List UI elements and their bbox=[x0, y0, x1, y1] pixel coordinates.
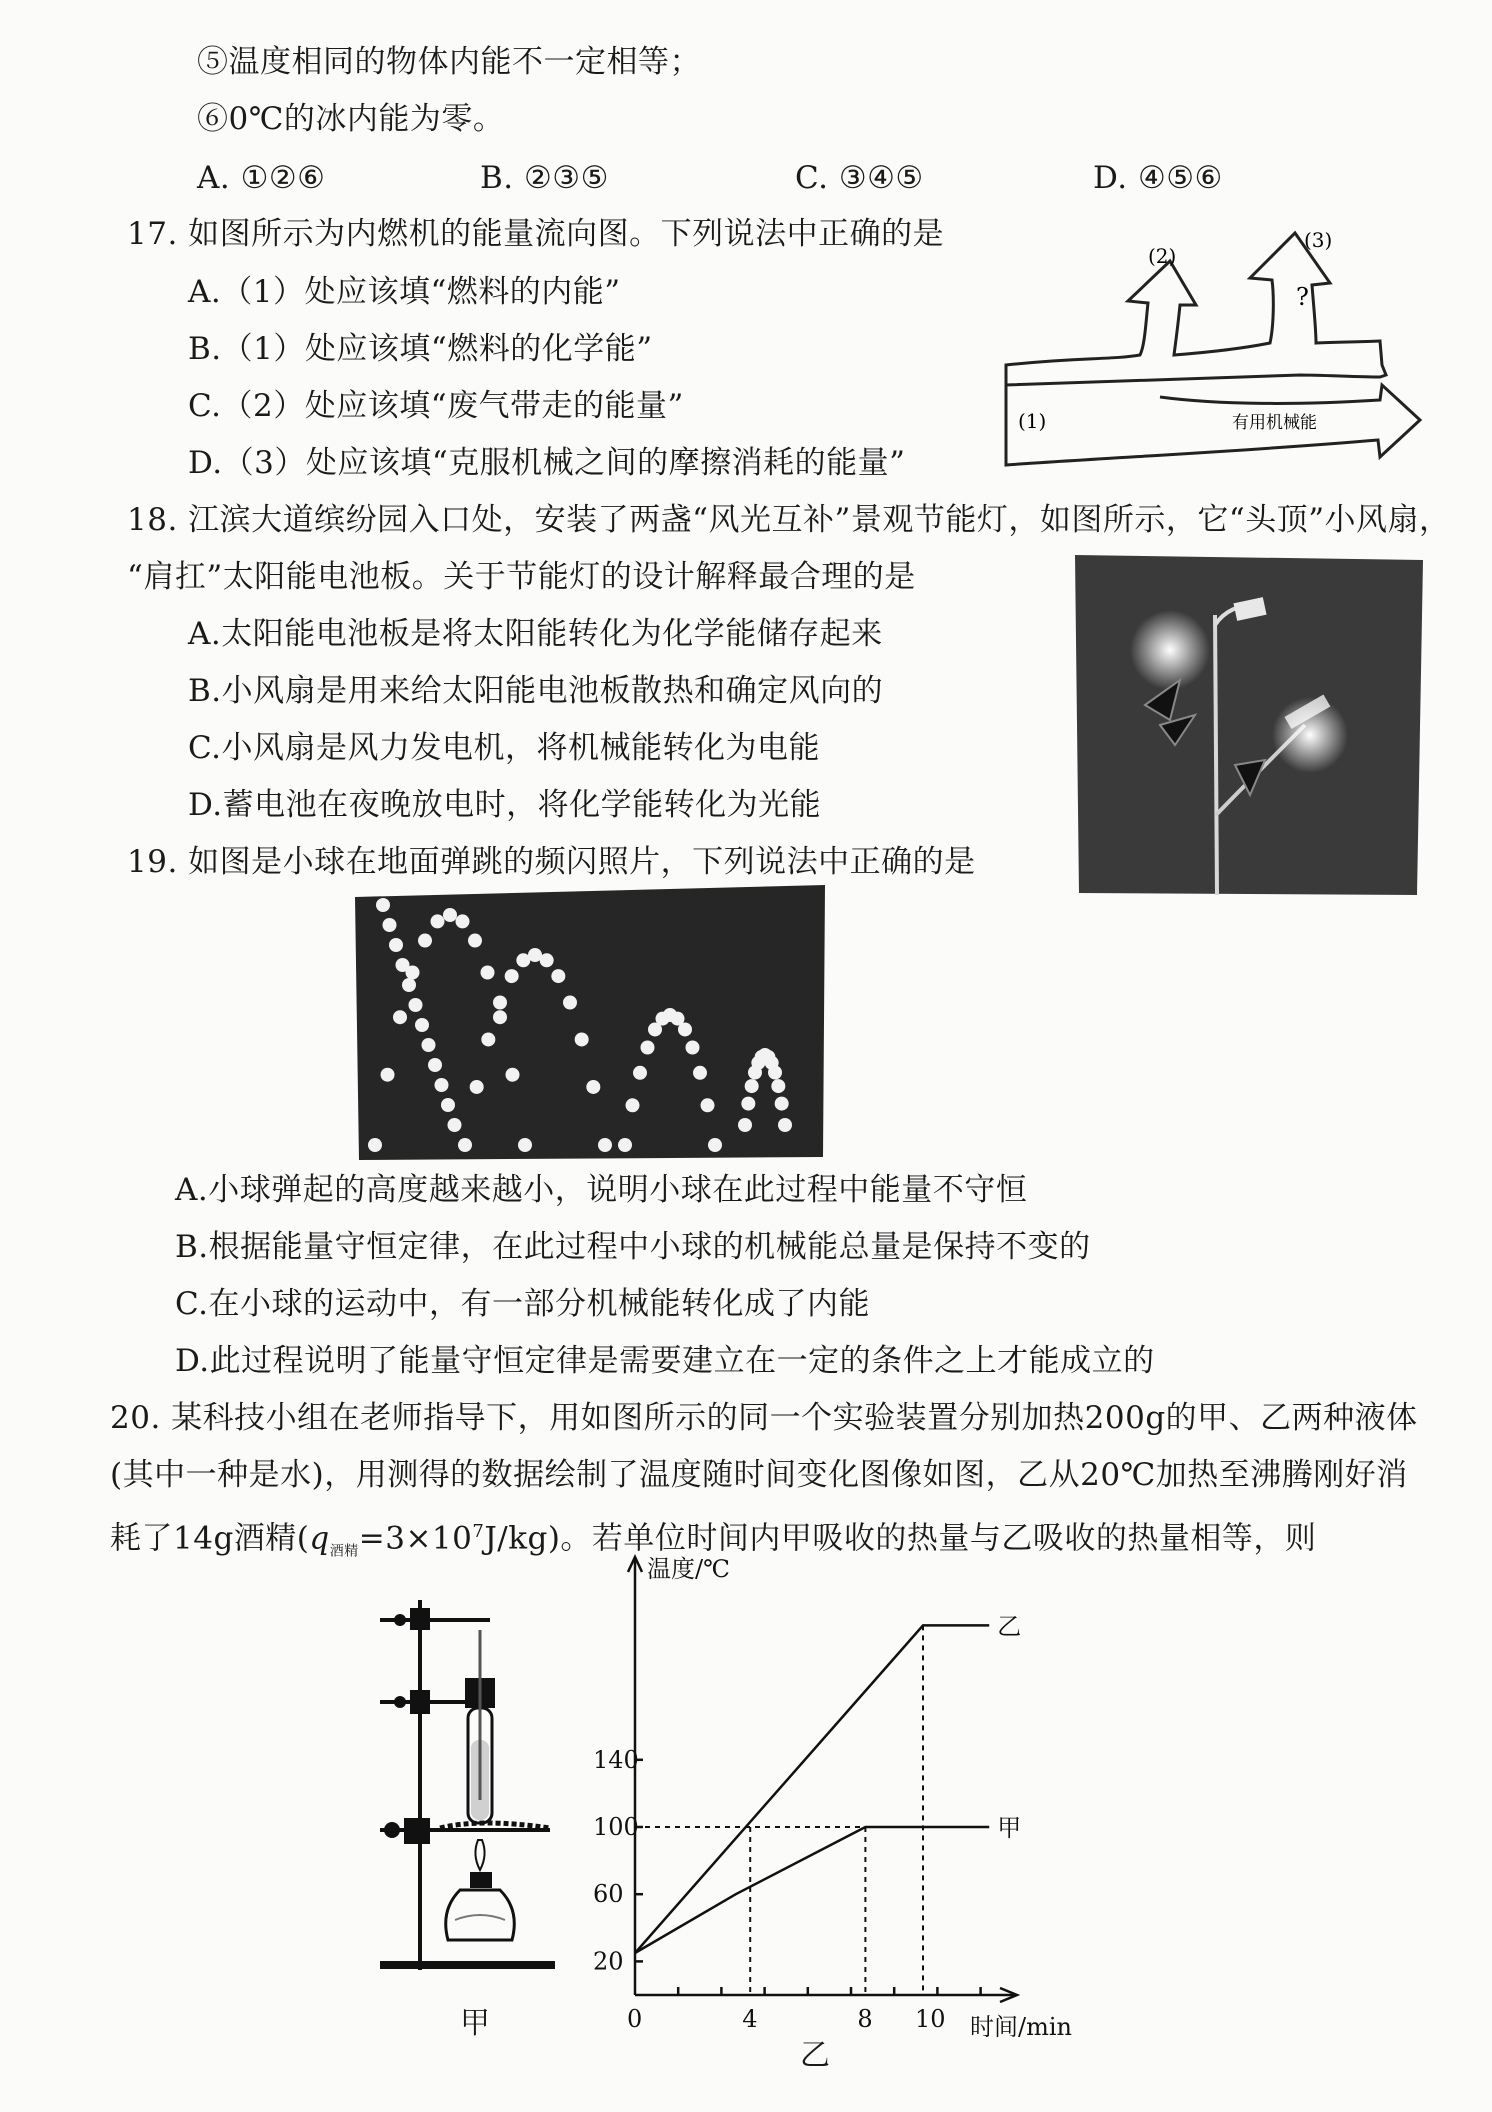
ball-image bbox=[409, 998, 423, 1012]
ball-image bbox=[448, 1118, 462, 1132]
ball-image bbox=[768, 1066, 782, 1080]
x-tick-label: 4 bbox=[742, 2005, 758, 2033]
q18-option-c: C.小风扇是风力发电机，将机械能转化为电能 bbox=[188, 730, 820, 766]
ball-image bbox=[468, 934, 482, 948]
q17-stem: 17. 如图所示为内燃机的能量流向图。下列说法中正确的是 bbox=[127, 216, 945, 252]
ball-image bbox=[586, 1080, 600, 1094]
q16-option-b: B. ②③⑤ bbox=[480, 160, 609, 196]
q16-option-a: A. ①②⑥ bbox=[197, 160, 326, 196]
q18-stem-line-2: “肩扛”太阳能电池板。关于节能灯的设计解释最合理的是 bbox=[127, 559, 916, 595]
ball-image bbox=[415, 1018, 429, 1032]
q-symbol: q bbox=[309, 1520, 330, 1557]
bouncing-ball-photo bbox=[355, 885, 825, 1160]
ball-image bbox=[506, 1068, 520, 1082]
q16-option-d: D. ④⑤⑥ bbox=[1093, 160, 1223, 196]
q19-option-a: A.小球弹起的高度越来越小，说明小球在此过程中能量不守恒 bbox=[175, 1172, 1028, 1208]
ball-image bbox=[493, 1010, 507, 1024]
ball-image bbox=[381, 1068, 395, 1082]
ball-image bbox=[540, 953, 554, 967]
ball-image bbox=[428, 1058, 442, 1072]
ball-image bbox=[693, 1066, 707, 1080]
q16-statement-6: ⑥0℃的冰内能为零。 bbox=[197, 101, 505, 137]
ball-image bbox=[738, 1118, 752, 1132]
energy-saving-lamp-photo bbox=[1075, 555, 1425, 900]
q19-option-d: D.此过程说明了能量守恒定律是需要建立在一定的条件之上才能成立的 bbox=[175, 1343, 1155, 1379]
ball-image bbox=[422, 1038, 436, 1052]
chart-caption: 乙 bbox=[800, 2038, 830, 2073]
ball-image bbox=[708, 1138, 722, 1152]
x-tick-label: 10 bbox=[915, 2005, 946, 2033]
series-line-jia bbox=[635, 1827, 989, 1953]
ball-image bbox=[435, 1078, 449, 1092]
temperature-time-chart bbox=[565, 1545, 1072, 2045]
branch-arrow-outline bbox=[1006, 233, 1386, 385]
q19-stem: 19. 如图是小球在地面弹跳的频闪照片，下列说法中正确的是 bbox=[127, 844, 976, 880]
ball-image bbox=[775, 1097, 789, 1111]
ball-image bbox=[443, 908, 457, 922]
y-axis-label: 温度/℃ bbox=[647, 1555, 730, 1583]
ball-image bbox=[626, 1098, 640, 1112]
q17-option-c: C.（2）处应该填“废气带走的能量” bbox=[188, 388, 684, 424]
x-tick-label: 8 bbox=[857, 2005, 873, 2033]
y-tick-label: 100 bbox=[593, 1813, 639, 1841]
useful-mechanical-energy-label: 有用机械能 bbox=[1232, 413, 1317, 433]
x-axis-label: 时间/min bbox=[970, 2013, 1072, 2041]
q18-option-a: A.太阳能电池板是将太阳能转化为化学能储存起来 bbox=[188, 616, 883, 652]
label-1: (1) bbox=[1018, 409, 1047, 433]
ball-image bbox=[481, 1032, 495, 1046]
heating-apparatus-figure bbox=[360, 1590, 580, 1990]
exponent: 7 bbox=[472, 1521, 485, 1542]
main-arrow-outline bbox=[1006, 365, 1420, 465]
q16-option-c: C. ③④⑤ bbox=[795, 160, 924, 196]
q18-option-d: D.蓄电池在夜晚放电时，将化学能转化为光能 bbox=[188, 787, 822, 823]
q20-stem-part-c: J/kg)。若单位时间内甲吸收的热量与乙吸收的热量相等，则 bbox=[484, 1520, 1317, 1557]
ball-image bbox=[418, 934, 432, 948]
ball-image bbox=[470, 1080, 484, 1094]
q20-stem-line-1: 20. 某科技小组在老师指导下，用如图所示的同一个实验装置分别加热200g的甲、乙两种液体 bbox=[110, 1400, 1418, 1436]
q16-statement-5: ⑤温度相同的物体内能不一定相等； bbox=[197, 44, 701, 80]
q17-option-b: B.（1）处应该填“燃料的化学能” bbox=[188, 331, 653, 367]
ball-image bbox=[641, 1041, 655, 1055]
y-tick-label: 60 bbox=[593, 1880, 624, 1909]
ball-image bbox=[431, 914, 445, 928]
series-label-yi: 乙 bbox=[997, 1612, 1022, 1641]
label-2: (2) bbox=[1148, 244, 1177, 268]
ball-image bbox=[551, 969, 565, 983]
ball-image bbox=[701, 1098, 715, 1112]
ball-image bbox=[633, 1066, 647, 1080]
series-line-yi bbox=[635, 1625, 989, 1953]
ball-image bbox=[505, 969, 519, 983]
ball-image bbox=[493, 996, 507, 1010]
q19-option-c: C.在小球的运动中，有一部分机械能转化成了内能 bbox=[175, 1286, 870, 1322]
q18-stem-line-1: 18. 江滨大道缤纷园入口处，安装了两盏“风光互补”景观节能灯，如图所示，它“头顶”小风扇， bbox=[127, 502, 1451, 538]
ball-image bbox=[441, 1098, 455, 1112]
label-3: (3) bbox=[1304, 228, 1333, 252]
ball-image bbox=[389, 938, 403, 952]
ball-image bbox=[598, 1138, 612, 1152]
ball-image bbox=[383, 918, 397, 932]
apparatus-caption: 甲 bbox=[460, 2006, 490, 2041]
y-tick-label: 20 bbox=[593, 1947, 624, 1976]
ball-image bbox=[563, 996, 577, 1010]
ball-image bbox=[778, 1118, 792, 1132]
q20-stem-part-b: =3×10 bbox=[358, 1520, 473, 1557]
ball-image bbox=[745, 1079, 759, 1093]
q17-option-d: D.（3）处应该填“克服机械之间的摩擦消耗的能量” bbox=[188, 445, 906, 481]
q-subscript-alcohol: 酒精 bbox=[329, 1543, 359, 1560]
ball-image bbox=[368, 1138, 382, 1152]
ball-image bbox=[771, 1079, 785, 1093]
x-tick-label: 0 bbox=[627, 2005, 643, 2033]
q20-stem-part-a: 耗了14g酒精( bbox=[110, 1520, 310, 1557]
energy-flow-diagram bbox=[1000, 225, 1430, 480]
ball-image bbox=[481, 966, 495, 980]
ball-image bbox=[402, 978, 416, 992]
ball-image bbox=[406, 966, 420, 980]
ball-image bbox=[458, 1138, 472, 1152]
y-tick-label: 140 bbox=[593, 1745, 639, 1774]
q19-option-b: B.根据能量守恒定律，在此过程中小球的机械能总量是保持不变的 bbox=[175, 1229, 1091, 1265]
series-label-jia: 甲 bbox=[997, 1814, 1022, 1842]
ball-image bbox=[393, 1010, 407, 1024]
ball-image bbox=[518, 1138, 532, 1152]
ball-image bbox=[618, 1138, 632, 1152]
q18-option-b: B.小风扇是用来给太阳能电池板散热和确定风向的 bbox=[188, 673, 884, 709]
ball-image bbox=[741, 1097, 755, 1111]
q20-stem-line-2: (其中一种是水)，用测得的数据绘制了温度随时间变化图像如图，乙从20℃加热至沸腾刚好消 bbox=[110, 1457, 1408, 1493]
ball-image bbox=[678, 1022, 692, 1036]
ball-image bbox=[376, 898, 390, 912]
question-mark: ? bbox=[1296, 283, 1309, 311]
ball-image bbox=[686, 1041, 700, 1055]
ball-image bbox=[575, 1032, 589, 1046]
ball-image bbox=[456, 914, 470, 928]
q17-option-a: A.（1）处应该填“燃料的内能” bbox=[188, 274, 621, 310]
